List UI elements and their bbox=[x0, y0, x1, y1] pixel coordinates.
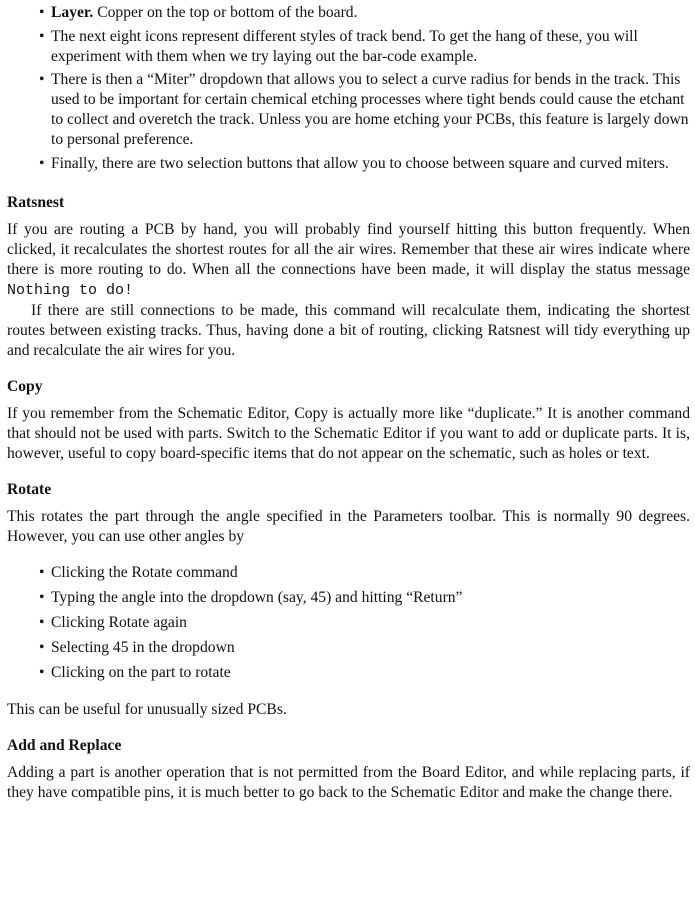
bullet-glyph: • bbox=[39, 564, 45, 581]
paragraph: Adding a part is another operation that is not permitted from the Board Editor, and while replacing parts, if they have compatible pins, it is much better to go back to the Schematic Editor and make the change there. bbox=[7, 764, 690, 801]
tool-parameter-list bbox=[7, 3, 690, 174]
list-item-text: There is then a “Miter” dropdown that allows you to select a curve radius for bends in the track. This used to be important for certain chemical etching processes where tight bends could cause the etchant to collect and overetch the track. Unless you are home etching your PCBs, this feature is largely down to personal preference. bbox=[51, 71, 689, 148]
list-item bbox=[7, 27, 690, 67]
list-item bbox=[7, 588, 690, 608]
bullet-glyph: • bbox=[39, 27, 45, 45]
bullet-glyph: • bbox=[39, 614, 45, 631]
list-item-text: Selecting 45 in the dropdown bbox=[51, 639, 235, 656]
section-heading-rotate: Rotate bbox=[7, 481, 52, 498]
list-item bbox=[7, 638, 690, 658]
rotate-steps-list bbox=[7, 563, 690, 683]
term-label: Layer. bbox=[51, 4, 94, 21]
paragraph: This can be useful for unusually sized PCBs. bbox=[7, 701, 287, 718]
list-item-text: Clicking on the part to rotate bbox=[51, 664, 231, 681]
bullet-glyph: • bbox=[39, 71, 45, 88]
paragraph: If there are still connections to be made, this command will recalculate them, indicating the shortest routes between existing tracks. Thus, having done a bit of routing, clicking Ratsnest will tidy everything up and recalculate the air wires for you. bbox=[7, 302, 690, 359]
list-item bbox=[7, 563, 690, 583]
list-item bbox=[7, 70, 690, 150]
paragraph: This rotates the part through the angle specified in the Parameters toolbar. This is normally 90 degrees. However, you can use other angles by bbox=[7, 508, 690, 545]
list-item-text: Copper on the top or bottom of the board. bbox=[93, 4, 358, 21]
section-heading-add-replace: Add and Replace bbox=[7, 737, 122, 754]
list-item bbox=[7, 3, 690, 23]
list-item-text: Typing the angle into the dropdown (say, 45) and hitting “Return” bbox=[51, 589, 463, 606]
paragraph: If you remember from the Schematic Editor, Copy is actually more like “duplicate.” It is another command that should not be used with parts. Switch to the Schematic Editor if you want to add or duplicate parts. It is, however, useful to copy board-specific items that do not appear on the schematic, such as holes or text. bbox=[7, 405, 690, 462]
list-item-text: Clicking Rotate again bbox=[51, 614, 187, 631]
paragraph-text: If you are routing a PCB by hand, you will probably find yourself hitting this button frequently. When clicked, it recalculates the shortest routes for all the air wires. Remember that these air wires indicate where there is more routing to do. When all the connections have been made, it will display the status message bbox=[7, 221, 690, 278]
bullet-glyph: • bbox=[39, 4, 45, 21]
list-item-text: Finally, there are two selection buttons that allow you to choose between square and curved miters. bbox=[51, 154, 669, 172]
section-heading-copy: Copy bbox=[7, 378, 43, 395]
list-item-text: Clicking the Rotate command bbox=[51, 564, 238, 581]
list-item bbox=[7, 154, 690, 174]
section-heading-ratsnest: Ratsnest bbox=[7, 194, 65, 211]
list-item bbox=[7, 613, 690, 633]
status-message-code: Nothing to do! bbox=[7, 282, 134, 299]
bullet-glyph: • bbox=[39, 664, 45, 681]
list-item bbox=[7, 663, 690, 683]
bullet-glyph: • bbox=[39, 154, 45, 172]
bullet-glyph: • bbox=[39, 589, 45, 606]
paragraph bbox=[7, 220, 690, 301]
document-page bbox=[7, 3, 690, 803]
bullet-glyph: • bbox=[39, 639, 45, 656]
list-item-text: The next eight icons represent different styles of track bend. To get the hang of these, you will experiment with them when we try laying out the bar-code example. bbox=[51, 27, 638, 65]
